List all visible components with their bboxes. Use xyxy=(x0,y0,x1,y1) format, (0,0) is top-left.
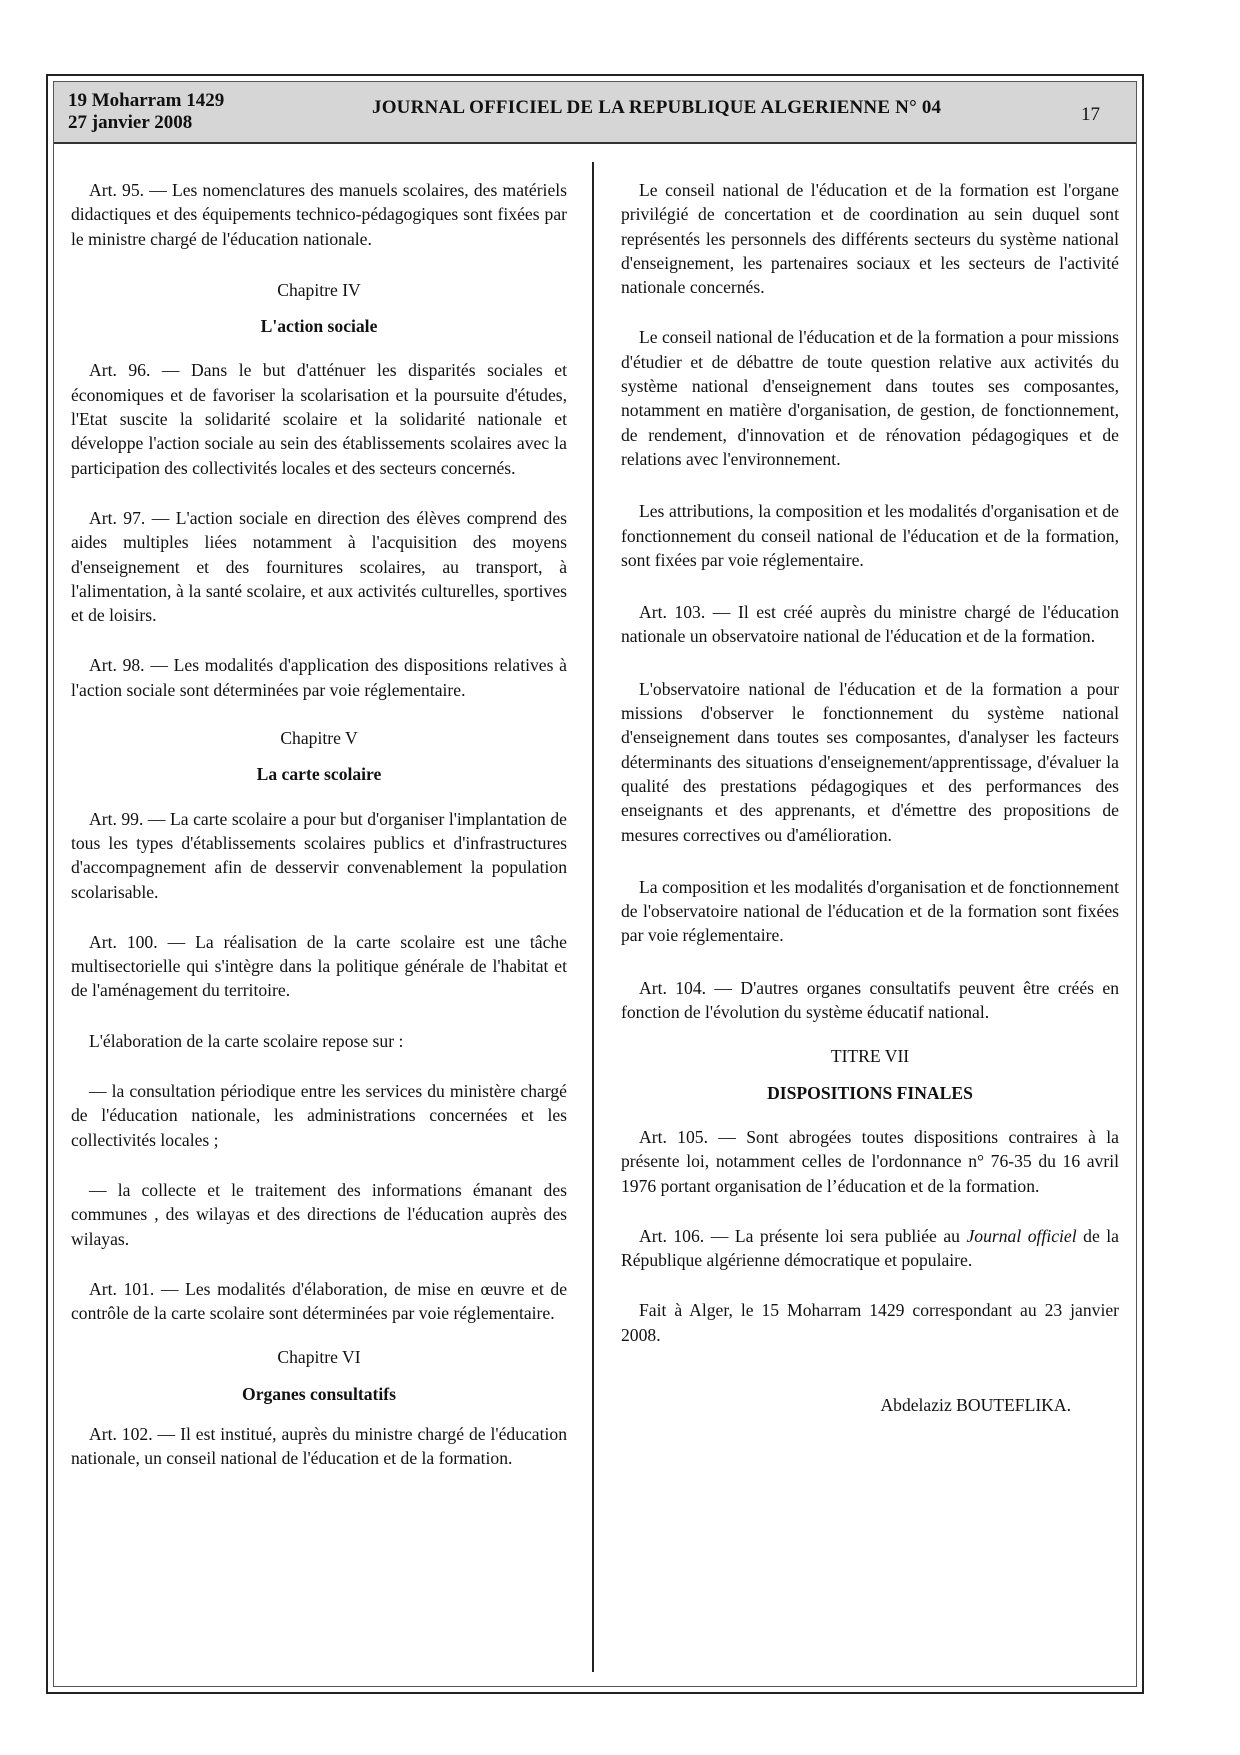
article-102: Art. 102. — Il est institué, auprès du ministre chargé de l'éducation nationale, un conseil national de l'éducation et de la formation. xyxy=(71,1423,567,1469)
column-divider xyxy=(592,162,594,1672)
chapter-5-title: La carte scolaire xyxy=(256,764,382,785)
header-dates xyxy=(68,90,224,134)
council-paragraph-2: Le conseil national de l'éducation et de la formation a pour missions d'étudier et de débattre de toute question relative aux activités du système national d'enseignement dans toutes ses composantes, notamment en matière d'organisation, de gestion, de fonctionnement, de rendement, d'innovation et de rénovation pédagogiques et de relations avec l'environnement. xyxy=(621,327,1119,469)
article-103: Art. 103. — Il est créé auprès du ministre chargé de l'éducation nationale un observatoire national de l'éducation et de la formation. xyxy=(621,602,1119,647)
page-number: 17 xyxy=(1081,104,1100,125)
council-paragraph-3: Les attributions, la composition et les modalités d'organisation et de fonctionnement du conseil national de l'éducation et de la formation, sont fixées par voie réglementaire. xyxy=(621,501,1119,570)
observatory-paragraph-2: La composition et les modalités d'organisation et de fonctionnement de l'observatoire national de l'éducation et de la formation sont fixées par voie réglementaire. xyxy=(621,876,1119,946)
chapter-6-title: Organes consultatifs xyxy=(242,1383,396,1404)
article-95: Art. 95. — Les nomenclatures des manuels scolaires, des matériels didactiques et des équipements technico-pédagogiques sont fixées par le ministre chargé de l'éducation nationale. xyxy=(71,180,567,249)
article-100-item-2: — la collecte et le traitement des informations émanant des communes , des wilayas et des directions de l'éducation auprès des wilayas. xyxy=(71,1179,567,1249)
titre-7-label: TITRE VII xyxy=(830,1046,910,1067)
chapter-4-label: Chapitre IV xyxy=(277,279,361,300)
article-99: Art. 99. — La carte scolaire a pour but d'organiser l'implantation de tous les types d'établissements scolaires publics et d'infrastructures d'accompagnement afin de desservir convenablement la population scolarisable. xyxy=(71,808,567,902)
article-100-item-1: — la consultation périodique entre les services du ministère chargé de l'éducation nationale, les administrations concernées et les collectivités locales ; xyxy=(71,1081,567,1150)
chapter-5-label: Chapitre V xyxy=(280,728,358,749)
fait-a-alger: Fait à Alger, le 15 Moharram 1429 correspondant au 23 janvier 2008. xyxy=(621,1300,1119,1345)
article-106 xyxy=(621,1224,1119,1273)
article-101: Art. 101. — Les modalités d'élaboration, de mise en œuvre et de contrôle de la carte scolaire sont déterminées par voie réglementaire. xyxy=(71,1278,567,1324)
article-100: Art. 100. — La réalisation de la carte scolaire est une tâche multisectorielle qui s'intègre dans la politique générale de l'habitat et de l'aménagement du territoire. xyxy=(71,931,567,1001)
titre-7-title: DISPOSITIONS FINALES xyxy=(767,1082,973,1103)
left-column xyxy=(71,178,567,1471)
header-date-gregorian: 27 janvier 2008 xyxy=(68,112,193,133)
right-column xyxy=(621,178,1119,1417)
article-106-text-b: de la République algérienne démocratique et populaire. xyxy=(621,1225,1119,1271)
observatory-paragraph-1: L'observatoire national de l'éducation et de la formation a pour missions d'observer le fonctionnement du système national d'enseignement dans toutes ses composantes, d'analyser les facteurs déterminants des situations d'enseignement/apprentissage, d'évaluer la qualité des prestations pédagogiques et des performances des enseignants et des apprenants, et d'émettre des propositions de mesures correctives ou d'amélioration. xyxy=(621,678,1119,845)
article-96: Art. 96. — Dans le but d'atténuer les disparités sociales et économiques et de favoriser la scolarisation et la poursuite d'études, l'Etat suscite la solidarité scolaire et la solidarité nationale et développe l'action sociale au sein des établissements scolaires avec la participation des collectivités locales et des secteurs concernés. xyxy=(71,360,567,478)
article-105: Art. 105. — Sont abrogées toutes dispositions contraires à la présente loi, notamment celles de l'ordonnance n° 76-35 du 16 avril 1976 portant organisation de l’éducation et de la formation. xyxy=(621,1126,1119,1196)
council-paragraph-1: Le conseil national de l'éducation et de la formation est l'organe privilégié de concertation et de coordination au sein duquel sont représentés les personnels des différents secteurs du système national d'enseignement, les partenaires sociaux et les secteurs de l'activité nationale concernés. xyxy=(621,180,1119,298)
chapter-4-title: L'action sociale xyxy=(260,316,378,337)
signature: Abdelaziz BOUTEFLIKA. xyxy=(880,1394,1071,1415)
chapter-6-label: Chapitre VI xyxy=(277,1347,361,1368)
article-98: Art. 98. — Les modalités d'application des dispositions relatives à l'action sociale sont déterminées par voie réglementaire. xyxy=(71,655,567,700)
article-106-text-a: Art. 106. — La présente loi sera publiée au xyxy=(639,1225,967,1246)
article-104: Art. 104. — D'autres organes consultatifs peuvent être créés en fonction de l'évolution du système éducatif national. xyxy=(621,977,1119,1023)
journal-title: JOURNAL OFFICIEL DE LA REPUBLIQUE ALGERIENNE N° 04 xyxy=(372,97,942,118)
header-date-hijri: 19 Moharram 1429 xyxy=(68,90,225,111)
article-106-journal-officiel: Journal officiel xyxy=(966,1225,1077,1246)
article-100-intro: L'élaboration de la carte scolaire repose sur : xyxy=(89,1030,404,1051)
journal-header xyxy=(54,82,1136,144)
article-97: Art. 97. — L'action sociale en direction des élèves comprend des aides multiples liées notamment à l'acquisition des moyens d'enseignement et des fournitures scolaires, au transport, à l'alimentation, à la santé scolaire, et aux activités culturelles, sportives et de loisirs. xyxy=(71,507,567,626)
